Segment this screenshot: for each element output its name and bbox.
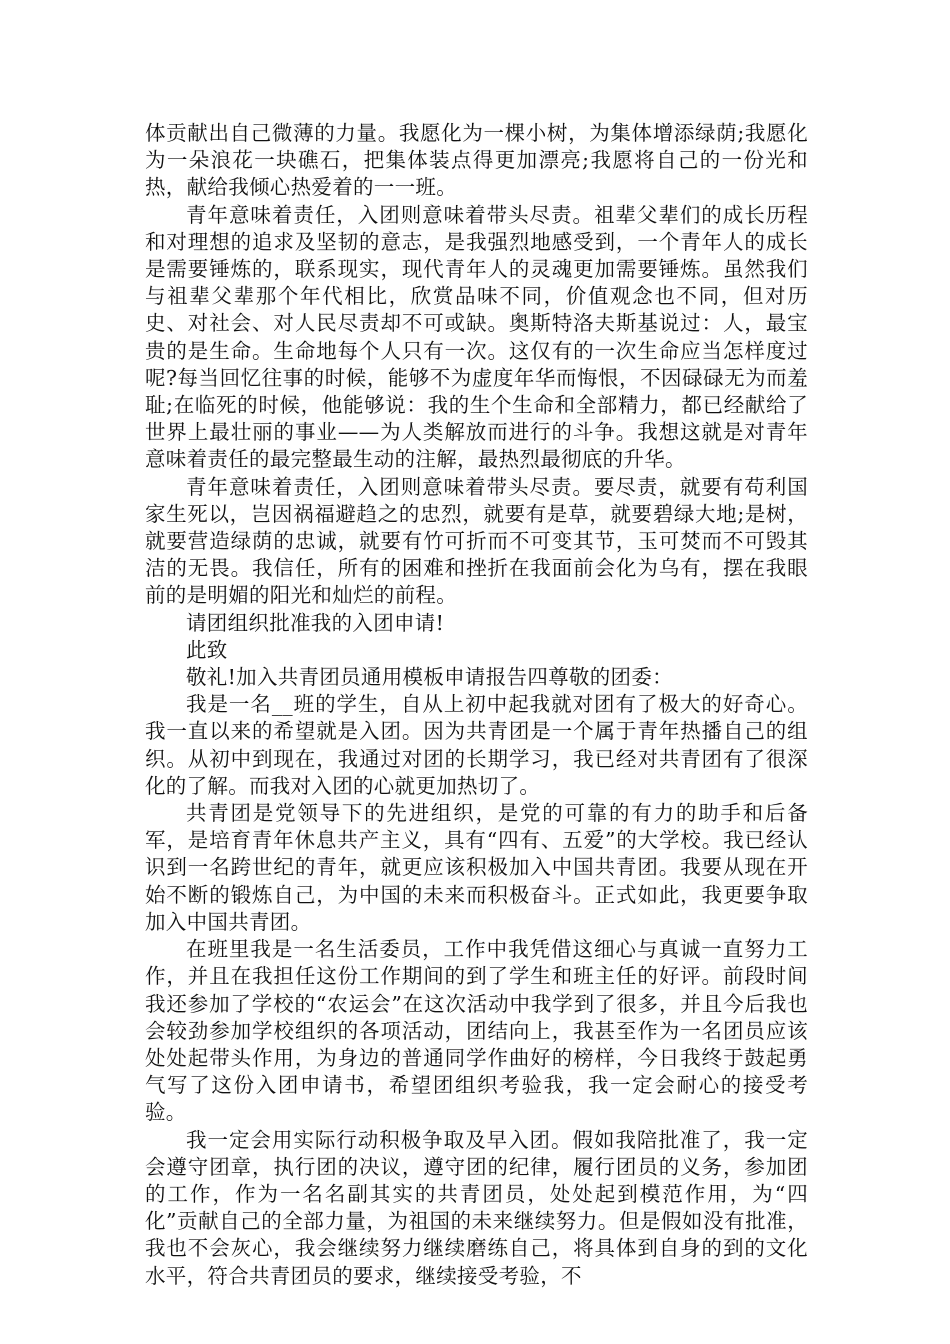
paragraph-request: 请团组织批准我的入团申请! bbox=[186, 610, 445, 635]
paragraph-3: 青年意味着责任，入团则意味着带头尽责。要尽责，就要有苟利国家生死以，岂因祸福避趋之的忠烈，就要有是草，就要碧绿大地;是树，就要营造绿荫的忠诚，就要有竹可折而不可变其节，玉可焚而不可毁其洁的无畏。我信任，所有的困难和挫折在我面前会化为乌有，摆在我眼前的是明媚的阳光和灿烂的前程。 bbox=[145, 474, 808, 608]
paragraph-7: 我是一名__班的学生，自从上初中起我就对团有了极大的好奇心。我一直以来的希望就是入团。因为共青团是一个属于青年热播自己的组织。从初中到现在，我通过对团的长期学习，我已经对共青团有了很深化的了解。而我对入团的心就更加热切了。 bbox=[145, 692, 808, 798]
document-page bbox=[145, 120, 808, 1290]
paragraph-10: 我一定会用实际行动积极争取及早入团。假如我陪批准了，我一定会遵守团章，执行团的决议，遵守团的纪律，履行团员的义务，参加团的工作，作为一名名副其实的共青团员，处处起到模范作用，为“四化”贡献自己的全部力量，为祖国的未来继续努力。但是假如没有批准，我也不会灰心，我会继续努力继续磨练自己，将具体到自身的到的文化水平，符合共青团员的要求，继续接受考验，不 bbox=[145, 1127, 808, 1288]
paragraph-1: 体贡献出自己微薄的力量。我愿化为一棵小树，为集体增添绿荫;我愿化为一朵浪花一块礁石，把集体装点得更加漂亮;我愿将自己的一份光和热，献给我倾心热爱着的一一班。 bbox=[145, 121, 808, 200]
paragraph-closing-heading: 敬礼!加入共青团员通用模板申请报告四尊敬的团委： bbox=[186, 665, 673, 690]
paragraph-9: 在班里我是一名生活委员，工作中我凭借这细心与真诚一直努力工作，并且在我担任这份工作期间的到了学生和班主任的好评。前段时间我还参加了学校的“农运会”在这次活动中我学到了很多，并且今后我也会较劲参加学校组织的各项活动，团结向上，我甚至作为一名团员应该处处起带头作用，为身边的普通同学作曲好的榜样，今日我终于鼓起勇气写了这份入团申请书，希望团组织考验我，我一定会耐心的接受考验。 bbox=[145, 937, 808, 1125]
paragraph-2: 青年意味着责任，入团则意味着带头尽责。祖辈父辈们的成长历程和对理想的追求及坚韧的意志，是我强烈地感受到，一个青年人的成长是需要锤炼的，联系现实，现代青年人的灵魂更加需要锤炼。虽然我们与祖辈父辈那个年代相比，欣赏品味不同，价值观念也不同，但对历史、对社会、对人民尽责却不可或缺。奥斯特洛夫斯基说过：人，最宝贵的是生命。生命地每个人只有一次。这仅有的一次生命应当怎样度过呢?每当回忆往事的时候，能够不为虚度年华而悔恨，不因碌碌无为而羞耻;在临死的时候，他能够说：我的生个生命和全部精力，都已经献给了世界上最壮丽的事业——为人类解放而进行的斗争。我想这就是对青年意味着责任的最完整最生动的注解，最热烈最彻底的升华。 bbox=[145, 202, 808, 472]
paragraph-8: 共青团是党领导下的先进组织，是党的可靠的有力的助手和后备军，是培育青年休息共产主义，具有“四有、五爱”的大学校。我已经认识到一名跨世纪的青年，就更应该积极加入中国共青团。我要从现在开始不断的锻炼自己，为中国的未来而积极奋斗。正式如此，我更要争取加入中国共青团。 bbox=[145, 801, 808, 934]
paragraph-salutation: 此致 bbox=[186, 637, 228, 662]
